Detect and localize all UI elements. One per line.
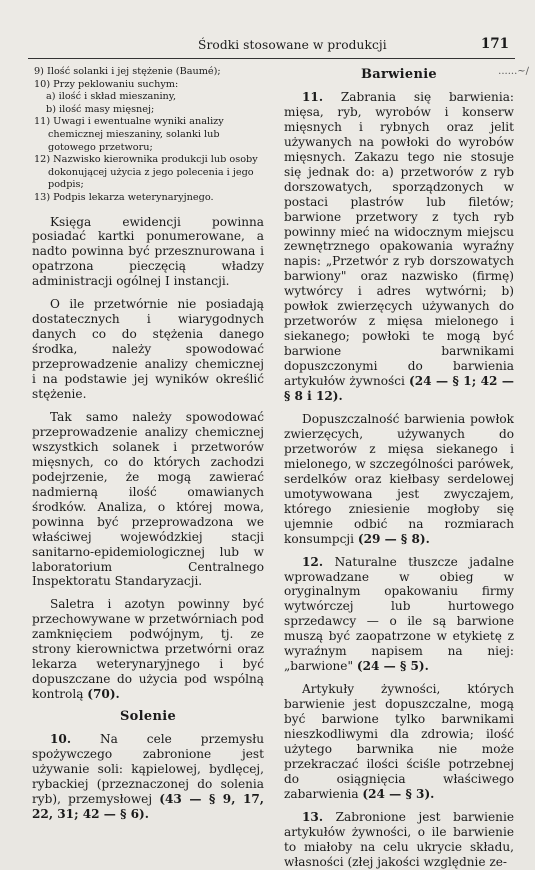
left-column <box>32 66 264 821</box>
list-subitem: a) ilość i skład mieszaniny, <box>46 91 177 103</box>
page-header <box>28 36 515 59</box>
paragraph-text: Naturalne tłuszcze jadalne wprowadzane w obieg w oryginalnym opakowaniu firmy wytwórczej lub hurtowego sprzedawcy — o ile są barwione muszą być zaopatrzone w etykietę z wyraźnym napisem na niej: „barwione" <box>284 554 514 674</box>
paragraph <box>32 732 264 822</box>
paragraph-number: 12. <box>302 554 324 569</box>
list-item: 10) Przy peklowaniu suchym: <box>34 78 179 90</box>
paragraph-text: Saletra i azotyn powinny być przechowywane w przetwórniach pod zamknięciem podwójnym, tj. ze strony kierownictwa przetwórni oraz lekarza weterynaryjnego i być dopuszczane do użycia pod wspólną kontrolą <box>32 597 264 702</box>
legal-reference: (70). <box>87 687 120 702</box>
paragraph <box>32 597 264 702</box>
paragraph: Tak samo należy spowodować przeprowadzenie analizy chemicznej wszystkich solanek i przetworów mięsnych, co do których zachodzi podejrzenie, że mogą zawierać nadmierną ilość omawianych środków. Analiza, o której mowa, powinna być przeprowadzona we właściwej wojewódzkiej stacji sanitarno-epidemiologicznej lub w laboratorium Centralnego Inspektoratu Standaryzacji. <box>32 409 264 589</box>
paragraph: O ile przetwórnie nie posiadają dostatecznych i wiarygodnych danych co do stężenia danego środka, należy spowodować przeprowadzenie analizy chemicznej i na podstawie jej wyników określić stężenie. <box>32 297 264 402</box>
section-heading: Solenie <box>119 709 177 725</box>
page-number: 171 <box>480 36 509 52</box>
paragraph-number: 11. <box>302 89 324 104</box>
list-item: 12) Nazwisko kierownika produkcji lub osoby dokonującej użycia z jego polecenia i jego podpis; <box>34 154 258 191</box>
list-subitem: b) ilość masy mięsnej; <box>46 103 155 115</box>
paragraph <box>284 810 514 870</box>
paragraph-text: Zabronione jest barwienie artykułów żywności, o ile barwienie to miałoby na celu ukrycie składu, własności (złej jakości względnie ze- <box>284 809 514 869</box>
legal-reference: (29 — § 8). <box>357 531 430 546</box>
section-heading: Barwienie <box>360 67 438 82</box>
legal-reference: (24 — § 3). <box>362 786 435 801</box>
paragraph-text: Zabrania się barwienia: mięsa, ryb, wyrobów i konserw mięsnych i rybnych oraz jelit używanych na powłoki do wyrobów mięsnych. Zakazu tego nie stosuje się jednak do: a) przetworów z ryb dorszowatych, sporządzonych w postaci plastrów lub filetów; barwione przetwory z tych ryb powinny mieć na widocznym miejscu zewnętrznego opakowania wyraźny napis: „Przetwór z ryb dorszowatych barwiony" oraz nazwisko (firmę) wytwórcy i adres wytwórni; b) powłok zwierzęcych używanych do przetworów z mięsa mielonego i siekanego; powłoki te mogą być barwione barwnikami dopuszczonymi do barwienia artykułów żywności <box>284 89 514 389</box>
paragraph: Księga ewidencji powinna posiadać kartki ponumerowane, a nadto powinna być przesznurowana i opatrzona pieczęcią władzy administracji ogólnej I instancji. <box>32 214 264 289</box>
paragraph <box>284 682 514 802</box>
legal-reference: (43 — § 9, 17, 22, 31; 42 — § 6). <box>32 791 264 821</box>
list-item: 11) Uwagi i ewentualne wyniki analizy chemicznej mieszaniny, solanki lub gotowego przetworu; <box>34 116 224 153</box>
numbered-list <box>32 66 264 205</box>
paragraph <box>284 90 514 404</box>
paragraph <box>284 412 514 547</box>
paragraph-text: Na cele przemysłu spożywczego zabronione jest używanie soli: kąpielowej, bydlęcej, rybackiej (przeznaczonej do solenia ryb), przemysłowej <box>32 732 264 806</box>
paragraph <box>284 555 514 675</box>
paragraph-text: Dopuszczalność barwienia powłok zwierzęcych, używanych do przetworów z mięsa siekanego i mielonego, w szczególności parówek, serdelków oraz kiełbasy serdelowej umotywowana jest zwyczajem, którego zniesienie mogłoby się ujemnie odbić na rozmiarach konsumpcji <box>284 411 514 546</box>
paragraph-text: Artykuły żywności, których barwienie jest dopuszczalne, mogą być barwione tylko barwnikami nieszkodliwymi dla zdrowia; ilość użytego barwnika nie może przekraczać ilości ściśle potrzebnej do osiągnięcia właściwego zabarwienia <box>284 682 514 801</box>
list-item: 9) Ilość solanki i jej stężenie (Baumé); <box>34 66 221 77</box>
legal-reference: (24 — § 5). <box>356 659 429 674</box>
paragraph-number: 13. <box>302 809 324 824</box>
running-title: Środki stosowane w produkcji <box>198 38 387 52</box>
paragraph-number: 10. <box>50 732 72 747</box>
corner-mark: ......~∕ <box>498 66 529 77</box>
list-item: 13) Podpis lekarza weterynaryjnego. <box>34 191 214 203</box>
legal-reference: (24 — § 1; 42 — § 8 i 12). <box>284 374 514 404</box>
right-column <box>284 66 514 869</box>
